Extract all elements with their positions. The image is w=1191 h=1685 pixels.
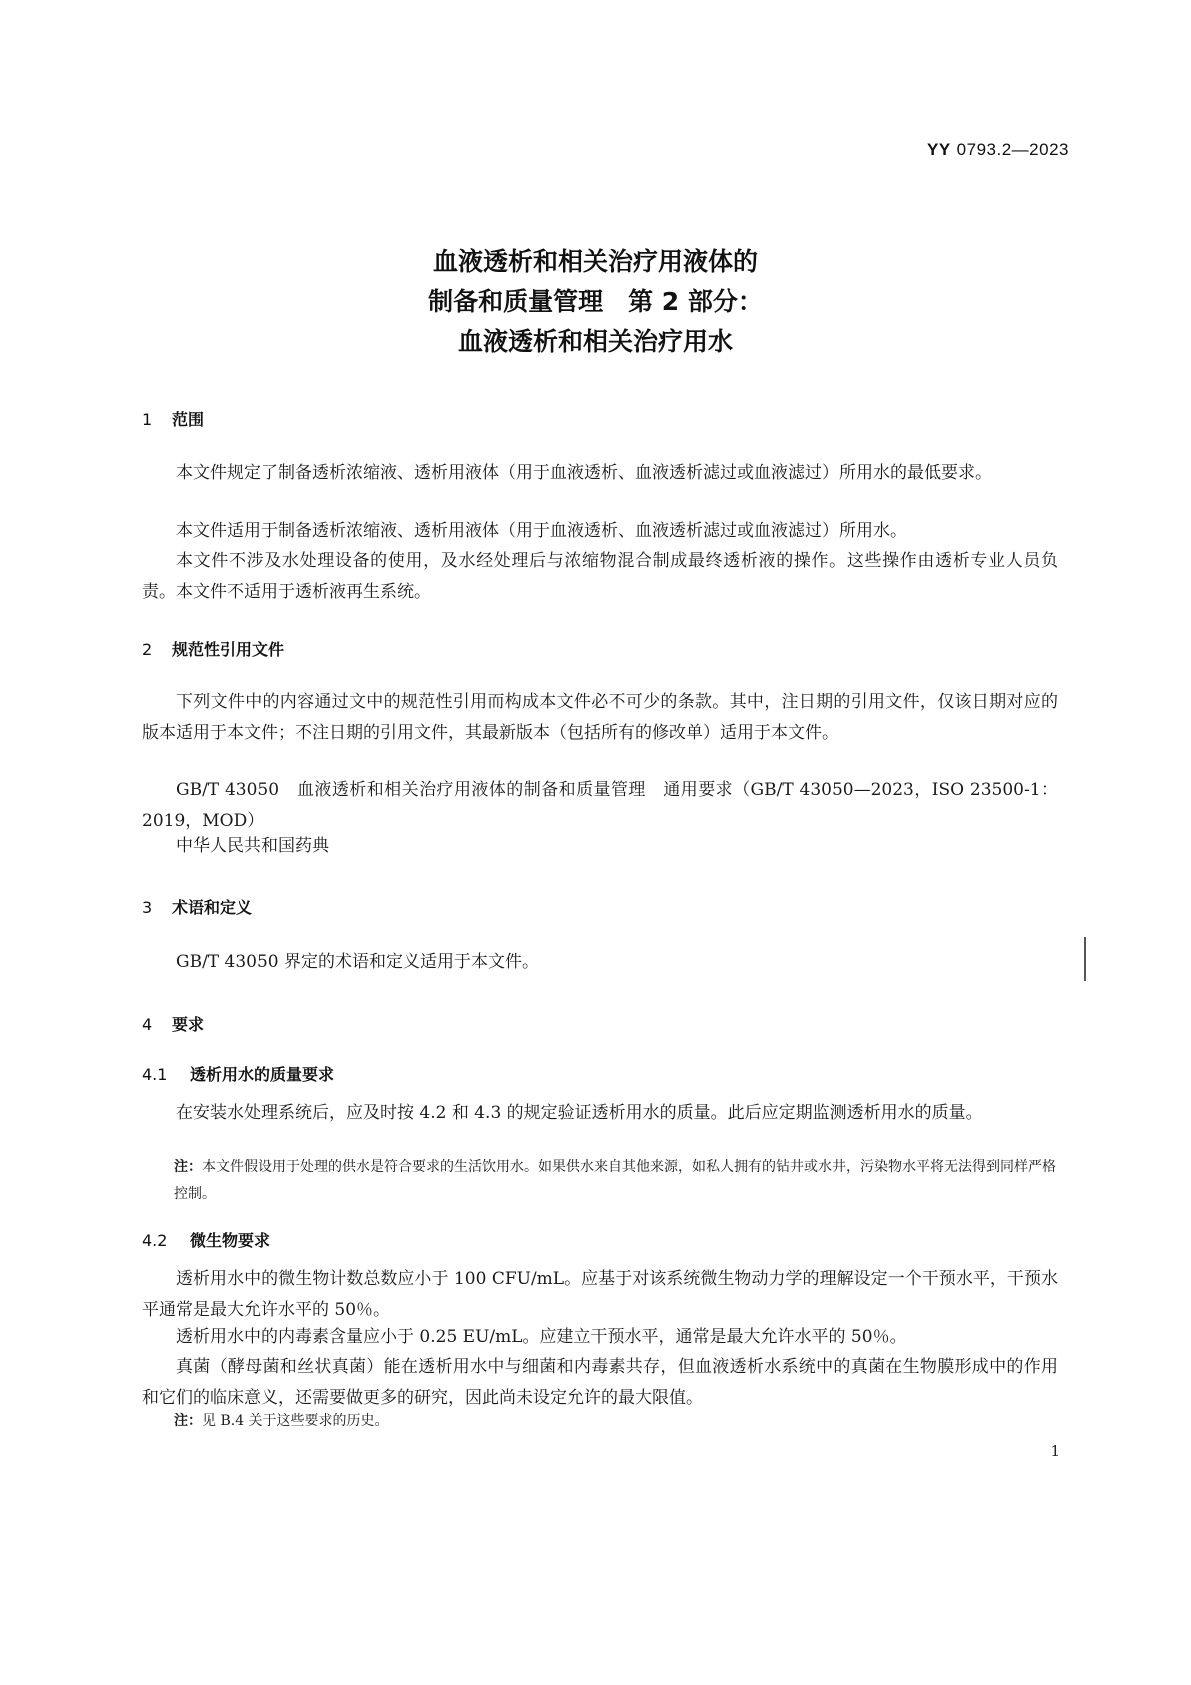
section-title: 术语和定义	[172, 898, 253, 917]
subsection-number: 4.1	[142, 1065, 168, 1084]
section-1-heading	[142, 407, 204, 430]
section-2-reference-pharmacopoeia: 中华人民共和国药典	[176, 836, 329, 856]
note-text: 见 B.4 关于这些要求的历史。	[202, 1413, 389, 1429]
subsection-number: 4.2	[142, 1231, 168, 1250]
note-label: 注：	[174, 1159, 202, 1175]
section-title: 规范性引用文件	[172, 640, 285, 659]
section-1-paragraph-2: 本文件适用于制备透析浓缩液、透析用液体（用于血液透析、血液透析滤过或血液滤过）所用水。	[176, 521, 907, 541]
section-number: 2	[142, 640, 153, 659]
section-1-paragraph-1: 本文件规定了制备透析浓缩液、透析用液体（用于血液透析、血液透析滤过或血液滤过）所用水的最低要求。	[176, 463, 992, 483]
note-text: 本文件假设用于处理的供水是符合要求的生活饮用水。如果供水来自其他来源，如私人拥有的钻井或水井，污染物水平将无法得到同样严格控制。	[174, 1159, 1056, 1202]
section-3-heading	[142, 895, 252, 918]
standard-number: 0793.2—2023	[956, 140, 1069, 159]
subsection-4-2-paragraph-3: 真菌（酵母菌和丝状真菌）能在透析用水中与细菌和内毒素共存，但血液透析水系统中的真菌在生物膜形成中的作用和它们的临床意义，还需要做更多的研究，因此尚未设定允许的最大限值。	[142, 1357, 1058, 1408]
section-1-paragraph-3: 本文件不涉及水处理设备的使用，及水经处理后与浓缩物混合制成最终透析液的操作。这些操作由透析专业人员负责。本文件不适用于透析液再生系统。	[142, 551, 1058, 602]
subsection-4-2-heading	[142, 1228, 270, 1251]
section-number: 1	[142, 410, 153, 429]
subsection-title: 微生物要求	[190, 1231, 271, 1250]
page-number: 1	[1050, 1442, 1060, 1460]
section-number: 4	[142, 1015, 153, 1034]
subsection-4-2-paragraph-1: 透析用水中的微生物计数总数应小于 100 CFU/mL。应基于对该系统微生物动力学的理解设定一个干预水平，干预水平通常是最大允许水平的 50％。	[142, 1269, 1058, 1320]
standard-code	[927, 140, 1069, 160]
section-2-reference-gbt43050: GB/T 43050 血液透析和相关治疗用液体的制备和质量管理 通用要求（GB/T 43050—2023，ISO 23500-1：2019，MOD）	[142, 780, 1058, 831]
note-label: 注：	[174, 1413, 202, 1429]
section-4-heading	[142, 1012, 204, 1035]
standard-prefix: YY	[926, 140, 951, 159]
subsection-title: 透析用水的质量要求	[190, 1065, 335, 1084]
section-3-paragraph-1: GB/T 43050 界定的术语和定义适用于本文件。	[176, 952, 540, 972]
subsection-4-1-note	[174, 1154, 1058, 1208]
revision-bar	[1084, 937, 1086, 981]
section-title: 要求	[172, 1015, 205, 1034]
section-2-heading	[142, 637, 284, 660]
subsection-4-2-paragraph-2: 透析用水中的内毒素含量应小于 0.25 EU/mL。应建立干预水平，通常是最大允许水平的 50％。	[176, 1327, 907, 1347]
title-line-1: 血液透析和相关治疗用液体的	[432, 247, 758, 276]
subsection-4-1-paragraph-1: 在安装水处理系统后，应及时按 4.2 和 4.3 的规定验证透析用水的质量。此后应定期监测透析用水的质量。	[176, 1103, 983, 1123]
section-title: 范围	[172, 410, 205, 429]
document-title	[0, 242, 1191, 362]
title-line-3: 血液透析和相关治疗用水	[457, 327, 733, 356]
subsection-4-2-note	[174, 1408, 1058, 1435]
section-number: 3	[142, 898, 153, 917]
subsection-4-1-heading	[142, 1062, 334, 1085]
title-line-2: 制备和质量管理 第 2 部分：	[428, 287, 763, 316]
section-2-paragraph-1: 下列文件中的内容通过文中的规范性引用而构成本文件必不可少的条款。其中，注日期的引用文件，仅该日期对应的版本适用于本文件；不注日期的引用文件，其最新版本（包括所有的修改单）适用于本文件。	[142, 692, 1058, 743]
